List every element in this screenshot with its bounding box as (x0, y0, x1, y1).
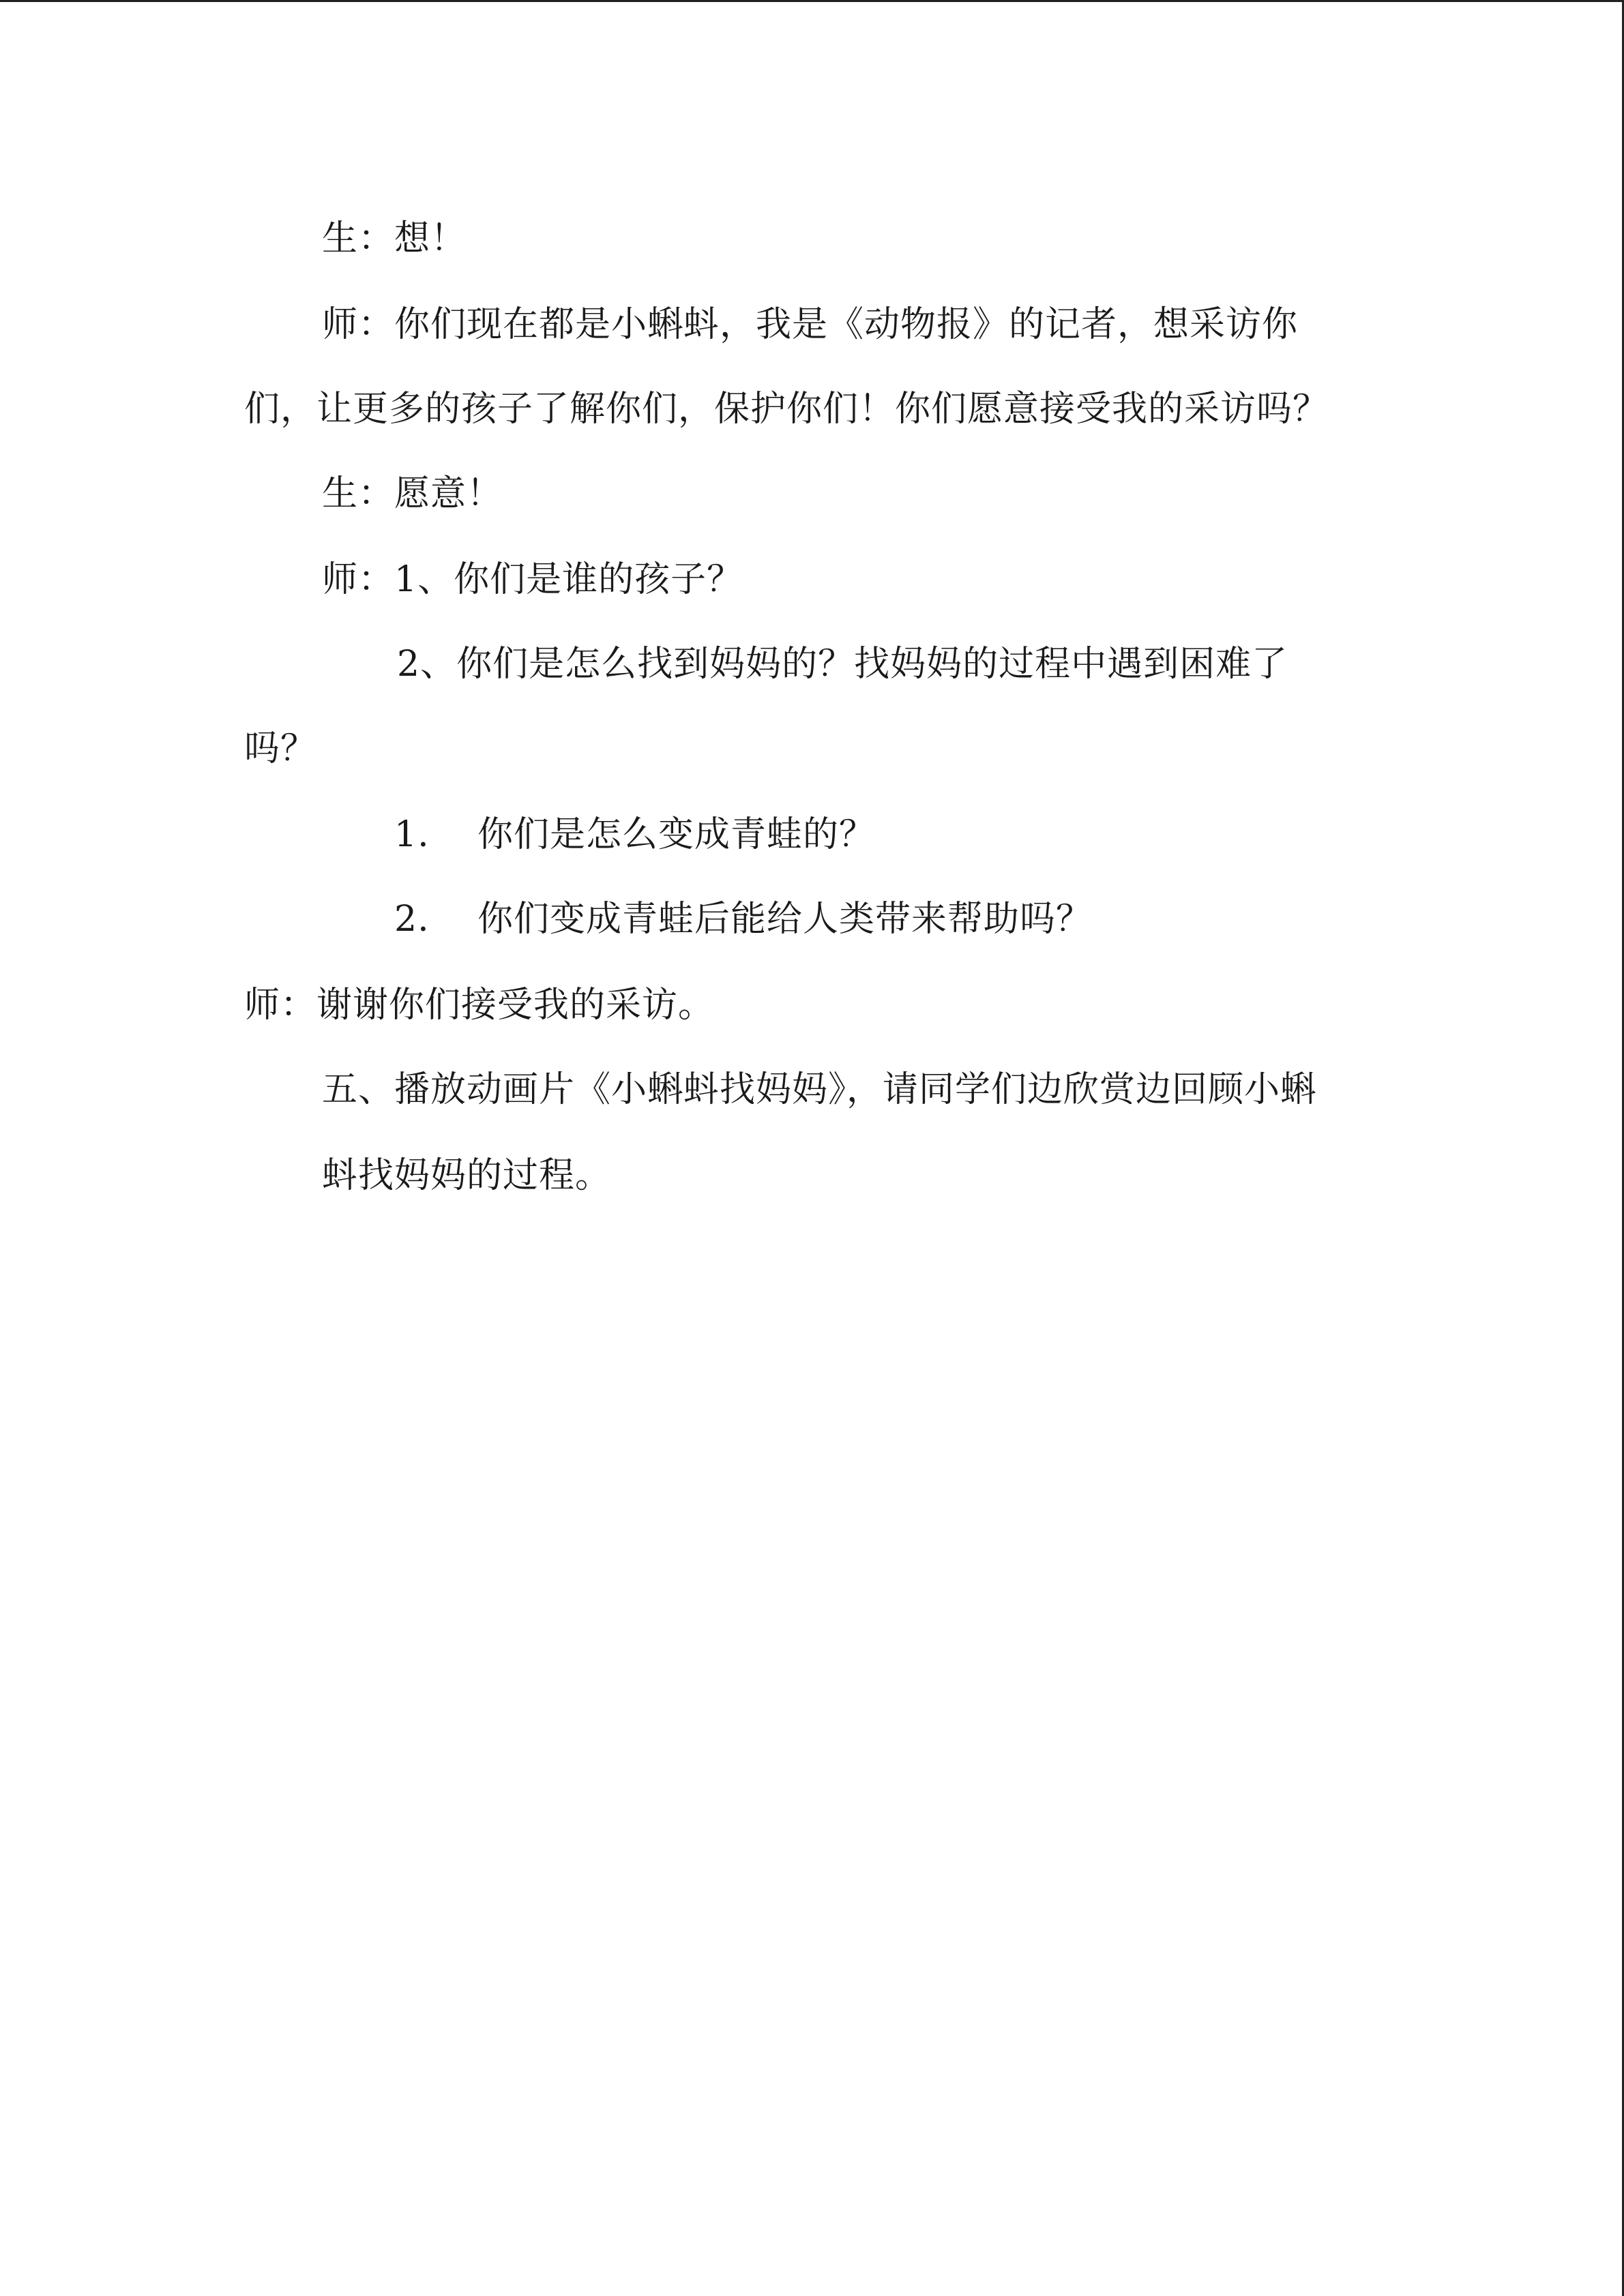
dialogue-line-teacher-closing: 师：谢谢你们接受我的采访。 (244, 985, 715, 1026)
dialogue-line-teacher-1: 师：你们现在都是小蝌蚪，我是《动物报》的记者，想采访你 (322, 304, 1299, 345)
numbered-item-1-text: 你们是怎么变成青蛙的？ (477, 814, 876, 855)
numbered-item-2 (394, 899, 1092, 940)
dialogue-line-teacher-1-cont: 们，让更多的孩子了解你们，保护你们！你们愿意接受我的采访吗？ (244, 389, 1329, 430)
dialogue-line-student-1: 生：想！ (322, 218, 467, 259)
question-line-2-cont: 吗？ (244, 728, 317, 769)
question-line-2: 2、你们是怎么找到妈妈的？找妈妈的过程中遇到困难了 (397, 644, 1288, 685)
question-line-1: 师：1、你们是谁的孩子？ (322, 559, 743, 600)
section-five-line: 五、播放动画片《小蝌蚪找妈妈》，请同学们边欣赏边回顾小蝌 (322, 1069, 1317, 1110)
numbered-item-1 (394, 814, 875, 855)
numbered-item-1-number: 1. (394, 814, 430, 855)
dialogue-line-student-2: 生：愿意！ (322, 473, 503, 514)
section-five-line-cont: 蚪找妈妈的过程。 (322, 1155, 612, 1196)
numbered-item-2-text: 你们变成青蛙后能给人类带来帮助吗？ (477, 899, 1093, 940)
numbered-item-2-number: 2. (394, 899, 430, 940)
